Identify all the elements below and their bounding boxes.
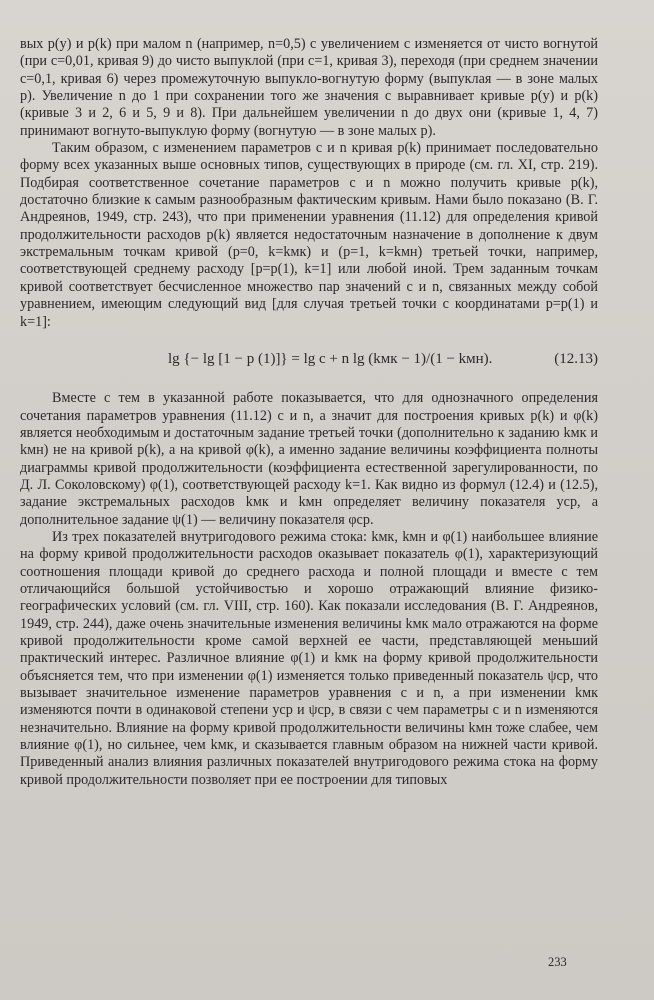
- equation-expression: lg {− lg [1 − p (1)]} = lg c + n lg (kмк − 1)/(1 − kмн).: [168, 350, 493, 367]
- body-text: [20, 36, 598, 789]
- page-number: 233: [548, 955, 567, 969]
- equation-12-13: [20, 351, 598, 368]
- equation-number: (12.13): [554, 350, 598, 367]
- paragraph-1: вых p(y) и p(k) при малом n (например, n=0,5) с увеличением c изменяется от чисто вогнутой (при c=0,01, кривая 9) до чисто выпуклой (при c=1, кривая 3), переходя (при среднем значении c=0,1, кривая 6) через промежуточную выпукло-вогнутую форму (выпуклая — в зоне малых p). Увеличение n до 1 при сохранении того же значения c выравнивает кривые p(y) и p(k) (кривые 3 и 2, 6 и 5, 9 и 8). При дальнейшем увеличении n до двух они (кривые 1, 4, 7) принимают вогнуто-выпуклую форму (вогнутую — в зоне малых p).: [20, 36, 598, 139]
- paragraph-3: Вместе с тем в указанной работе показывается, что для однозначного определения сочетания параметров уравнения (11.12) c и n, а значит для построения кривых p(k) и φ(k) является необходимым и достаточным задание третьей точки (дополнительно к заданию kмк и kмн) не на кривой p(k), а на кривой φ(k), а именно задание величины коэффициента полноты диаграммы кривой продолжительности (коэффициента естественной зарегулированности, по Д. Л. Соколовскому) φ(1), соответствующей расходу k=1. Как видно из формул (12.4) и (12.5), задание экстремальных расходов kмк и kмн определяет величину показателя yср, а дополнительное задание ψ(1) — величину показателя φср.: [20, 390, 598, 528]
- paragraph-4: Из трех показателей внутригодового режима стока: kмк, kмн и φ(1) наибольшее влияние на форму кривой продолжительности расходов оказывает показатель φ(1), характеризующий соотношения площади кривой до среднего расхода и полной площади и вместе с тем отличающийся большой устойчивостью и хорошо отражающий влияние физико-географических условий (см. гл. VIII, стр. 160). Как показали исследования (В. Г. Андреянов, 1949, стр. 244), даже очень значительные изменения величины kмк мало отражаются на форме кривой продолжительности кроме самой верхней ее части, представляющей меньший практический интерес. Различное влияние φ(1) и kмк на форму кривой продолжительности объясняется тем, что при изменении φ(1) изменяется только приведенный показатель ψср, что вызывает значительное изменение параметров уравнения c и n, а при изменении kмк изменяются почти в одинаковой степени yср и ψср, в связи с чем параметры c и n изменяются незначительно. Влияние на форму кривой продолжительности величины kмн тоже слабее, чем влияние φ(1), но сильнее, чем kмк, и сказывается главным образом на нижней части кривой. Приведенный анализ влияния различных показателей внутригодового режима стока на форму кривой продолжительности позволяет при ее построении для типовых: [20, 528, 598, 788]
- paragraph-2: Таким образом, с изменением параметров c и n кривая p(k) принимает последовательно форму всех указанных выше основных типов, существующих в природе (см. гл. XI, стр. 219). Подбирая соответственное сочетание параметров c и n можно получить кривые p(k), достаточно близкие к самым разнообразным фактическим кривым. Нами было показано (В. Г. Андреянов, 1949, стр. 243), что при применении уравнения (11.12) для определения кривой продолжительности расходов p(k) является недостаточным назначение в дополнение к двум экстремальным точкам кривой (p=0, k=kмк) и (p=1, k=kмн) третьей точки, например, соответствующей среднему расходу [p=p(1), k=1] или любой иной. Трем заданным точкам кривой соответствует бесчисленное множество пар значений c и n, связанных между собой уравнением, имеющим следующий вид [для случая третьей точки с координатами p=p(1) и k=1]:: [20, 140, 598, 330]
